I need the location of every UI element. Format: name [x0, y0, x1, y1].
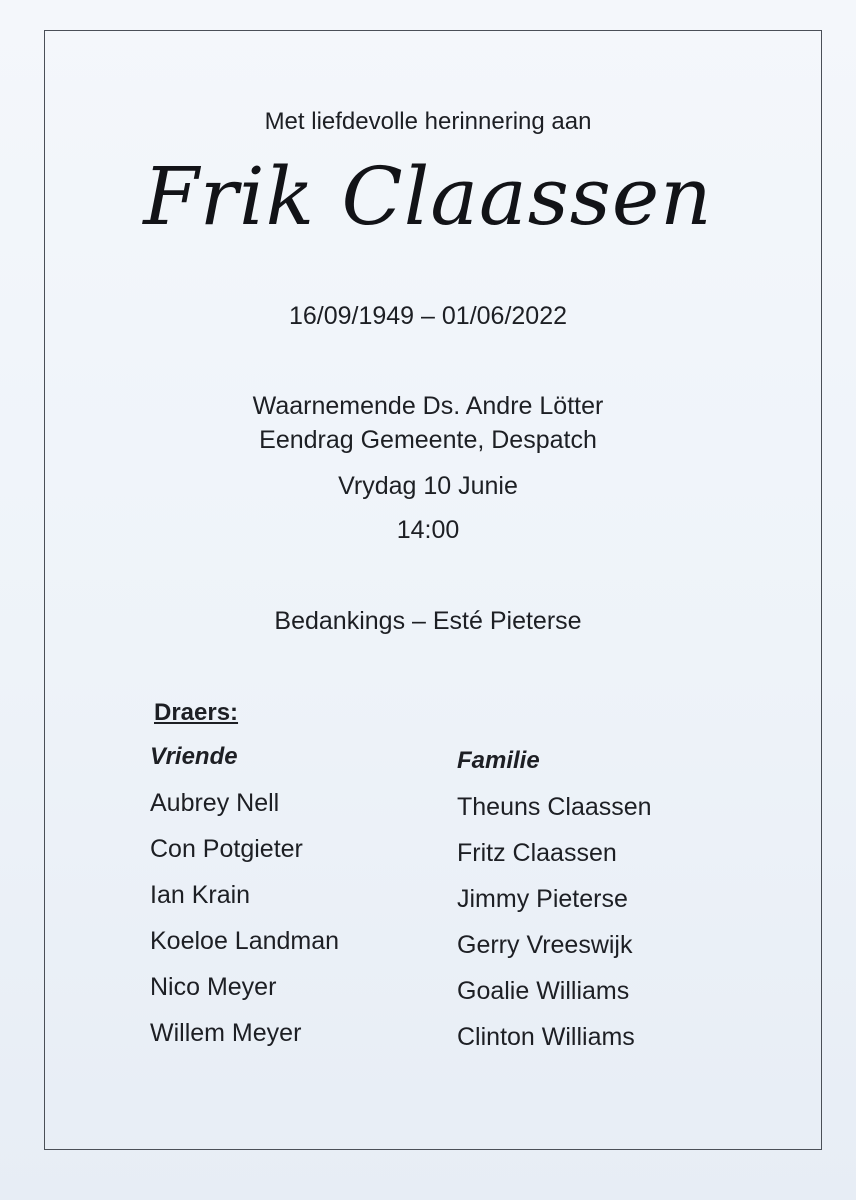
- list-item: Aubrey Nell: [150, 789, 280, 817]
- thanks-line: Bedankings – Esté Pieterse: [274, 607, 582, 635]
- family-list: [457, 792, 757, 1068]
- list-item: Con Potgieter: [150, 835, 303, 863]
- list-item: Clinton Williams: [457, 1023, 635, 1051]
- congregation: Eendrag Gemeente, Despatch: [259, 426, 597, 454]
- friends-list: [150, 788, 450, 1064]
- list-item: Goalie Williams: [457, 977, 630, 1005]
- list-item: Jimmy Pieterse: [457, 885, 628, 913]
- list-item: Theuns Claassen: [457, 793, 652, 821]
- service-day: Vrydag 10 Junie: [338, 472, 518, 500]
- list-item: Willem Meyer: [150, 1019, 302, 1047]
- list-item: Fritz Claassen: [457, 839, 617, 867]
- life-dates: 16/09/1949 – 01/06/2022: [288, 302, 568, 330]
- list-item: Nico Meyer: [150, 973, 277, 1001]
- bearers-heading: Draers:: [154, 699, 239, 726]
- service-time: 14:00: [396, 516, 460, 544]
- list-item: Gerry Vreeswijk: [457, 931, 633, 959]
- friends-column: [150, 742, 450, 1064]
- intro-text: Met liefdevolle herinnering aan: [264, 108, 592, 135]
- list-item: Koeloe Landman: [150, 927, 340, 955]
- deceased-name: Frik Claassen: [143, 150, 713, 243]
- list-item: Ian Krain: [150, 881, 251, 909]
- friends-heading: Vriende: [150, 743, 238, 770]
- officiating-minister: Waarnemende Ds. Andre Lötter: [252, 392, 604, 420]
- family-heading: Familie: [457, 747, 540, 774]
- family-column: [457, 742, 757, 1068]
